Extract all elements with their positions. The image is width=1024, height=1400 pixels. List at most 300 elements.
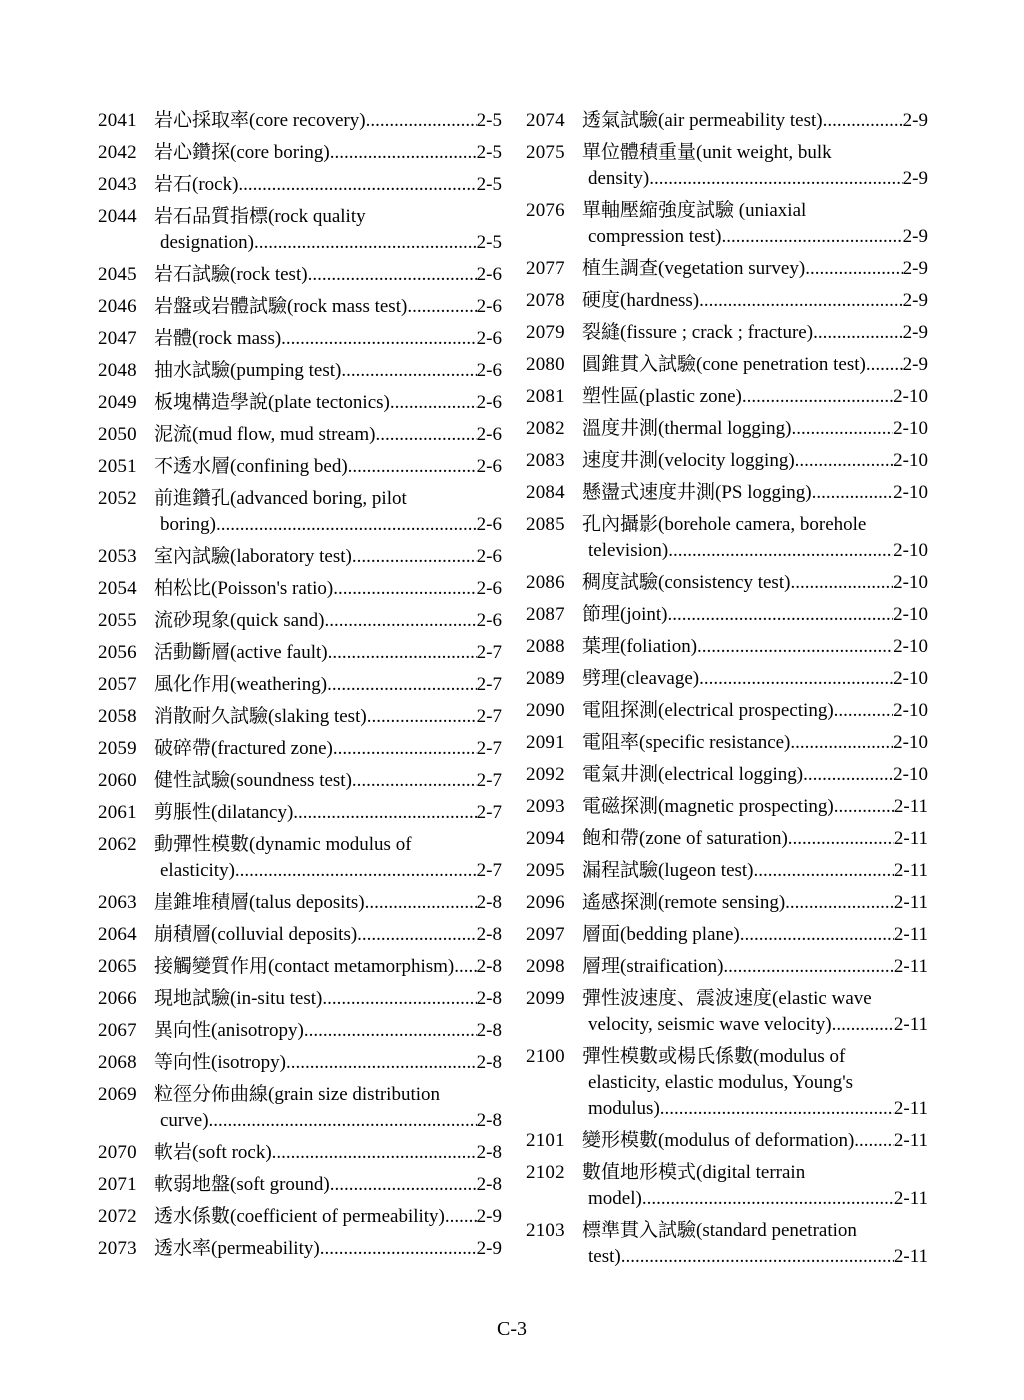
entry-body (154, 832, 502, 884)
entry-line (154, 986, 502, 1012)
entry-body (582, 1160, 928, 1212)
entry-body (582, 1218, 928, 1270)
entry-body (154, 1050, 502, 1076)
entry-page-ref: 2-11 (893, 860, 928, 881)
entry-page-ref: 2-6 (476, 456, 502, 477)
entry-body (154, 486, 502, 538)
entry-term: 消散耐久試驗(slaking test) (154, 706, 367, 727)
entry-number: 2048 (98, 360, 137, 381)
index-entry (98, 1236, 502, 1262)
entry-line (154, 108, 502, 134)
index-entry (526, 666, 928, 692)
entry-body (154, 140, 502, 166)
dot-leader (723, 954, 893, 980)
entry-line (154, 922, 502, 948)
entry-term: 岩石(rock) (154, 174, 239, 195)
dot-leader (254, 230, 477, 256)
entry-body (582, 108, 928, 134)
entry-body (582, 730, 928, 756)
entry-page-ref: 2-8 (476, 1020, 502, 1041)
entry-line (582, 140, 928, 166)
dot-leader (390, 390, 477, 416)
entry-page-ref: 2-9 (902, 258, 928, 279)
entry-term: elasticity) (160, 860, 235, 881)
entry-number: 2058 (98, 706, 137, 727)
entry-term: 遙感探測(remote sensing) (582, 892, 786, 913)
entry-number: 2099 (526, 988, 565, 1009)
dot-leader (293, 800, 476, 826)
entry-number: 2054 (98, 578, 137, 599)
index-entry (98, 672, 502, 698)
index-entry (98, 922, 502, 948)
entry-line (582, 1160, 928, 1186)
entry-term: 流砂現象(quick sand) (154, 610, 325, 631)
dot-leader (286, 1050, 477, 1076)
entry-number: 2100 (526, 1046, 565, 1067)
entry-page-ref: 2-5 (476, 174, 502, 195)
entry-term: elasticity, elastic modulus, Young's (588, 1072, 854, 1093)
entry-line (154, 704, 502, 730)
entry-term: 不透水層(confining bed) (154, 456, 348, 477)
dot-leader (805, 256, 902, 282)
entry-number: 2049 (98, 392, 137, 413)
entry-line (582, 166, 928, 192)
index-entry (98, 768, 502, 794)
entry-page-ref: 2-6 (476, 264, 502, 285)
index-entry (526, 1218, 928, 1270)
entry-line (154, 204, 502, 230)
dot-leader (854, 1128, 894, 1154)
dot-leader (330, 140, 477, 166)
entry-term: 數值地形模式(digital terrain (582, 1162, 806, 1183)
entry-body (154, 294, 502, 320)
entry-body (154, 704, 502, 730)
index-entry (98, 1140, 502, 1166)
entry-line (154, 890, 502, 916)
entry-number: 2079 (526, 322, 565, 343)
page-number: C-3 (497, 1318, 527, 1340)
entry-number: 2051 (98, 456, 137, 477)
index-entry (98, 544, 502, 570)
entry-term: 軟岩(soft rock) (154, 1142, 272, 1163)
entry-line (154, 858, 502, 884)
entry-term: 單位體積重量(unit weight, bulk (582, 142, 832, 163)
index-entry (98, 704, 502, 730)
index-entry (98, 800, 502, 826)
entry-number: 2075 (526, 142, 565, 163)
dot-leader (281, 326, 477, 352)
dot-leader (790, 730, 893, 756)
entry-term: 孔內攝影(borehole camera, borehole (582, 514, 867, 535)
entry-line (154, 390, 502, 416)
entry-number: 2061 (98, 802, 137, 823)
entry-number: 2101 (526, 1130, 565, 1151)
index-entry (526, 198, 928, 250)
entry-body (582, 198, 928, 250)
dot-leader (352, 544, 477, 570)
index-entry (98, 832, 502, 884)
entry-term: 破碎帶(fractured zone) (154, 738, 333, 759)
entry-number: 2053 (98, 546, 137, 567)
entry-body (154, 358, 502, 384)
entry-line (154, 954, 502, 980)
entry-line (582, 1218, 928, 1244)
index-entry (526, 480, 928, 506)
entry-number: 2078 (526, 290, 565, 311)
entry-body (154, 922, 502, 948)
dot-leader (407, 294, 476, 320)
entry-term: 板塊構造學說(plate tectonics) (154, 392, 390, 413)
entry-line (154, 544, 502, 570)
index-entry (98, 326, 502, 352)
entry-page-ref: 2-9 (902, 110, 928, 131)
entry-page-ref: 2-11 (893, 1014, 928, 1035)
index-entry (98, 294, 502, 320)
entry-number: 2086 (526, 572, 565, 593)
entry-line (582, 922, 928, 948)
entry-line (154, 358, 502, 384)
entry-number: 2071 (98, 1174, 137, 1195)
entry-body (154, 108, 502, 134)
entry-body (154, 390, 502, 416)
entry-body (154, 800, 502, 826)
dot-leader (327, 672, 477, 698)
entry-line (154, 294, 502, 320)
entry-number: 2094 (526, 828, 565, 849)
entry-page-ref: 2-11 (893, 956, 928, 977)
entry-page-ref: 2-8 (476, 924, 502, 945)
entry-line (582, 602, 928, 628)
entry-number: 2084 (526, 482, 565, 503)
index-entry (98, 954, 502, 980)
dot-leader (304, 1018, 477, 1044)
entry-number: 2085 (526, 514, 565, 535)
index-entry (526, 890, 928, 916)
entry-line (154, 1082, 502, 1108)
entry-line (154, 576, 502, 602)
entry-body (154, 672, 502, 698)
index-entry (526, 762, 928, 788)
entry-term: 電氣井測(electrical logging) (582, 764, 804, 785)
entry-line (154, 486, 502, 512)
entry-page-ref: 2-8 (476, 956, 502, 977)
entry-body (582, 352, 928, 378)
entry-page-ref: 2-5 (476, 142, 502, 163)
entry-line (582, 730, 928, 756)
index-entry (98, 390, 502, 416)
entry-page-ref: 2-7 (476, 642, 502, 663)
entry-number: 2074 (526, 110, 565, 131)
entry-page-ref: 2-11 (893, 1130, 928, 1151)
entry-term: 岩盤或岩體試驗(rock mass test) (154, 296, 408, 317)
entry-term: velocity, seismic wave velocity) (588, 1014, 832, 1035)
entry-term: 裂縫(fissure ; crack ; fracture) (582, 322, 814, 343)
entry-term: 風化作用(weathering) (154, 674, 328, 695)
dot-leader (790, 570, 893, 596)
entry-term: 硬度(hardness) (582, 290, 700, 311)
entry-number: 2103 (526, 1220, 565, 1241)
entry-page-ref: 2-11 (893, 1098, 928, 1119)
entry-line (582, 1186, 928, 1212)
entry-page-ref: 2-10 (893, 732, 928, 753)
entry-page-ref: 2-7 (476, 706, 502, 727)
entry-body (582, 762, 928, 788)
index-entry (526, 140, 928, 192)
dot-leader (649, 166, 902, 192)
entry-line (154, 140, 502, 166)
index-entry (98, 736, 502, 762)
entry-line (582, 448, 928, 474)
entry-term: 節理(joint) (582, 604, 668, 625)
entry-term: 岩心採取率(core recovery) (154, 110, 366, 131)
entry-body (582, 826, 928, 852)
entry-page-ref: 2-5 (476, 232, 502, 253)
entry-page-ref: 2-9 (902, 226, 928, 247)
dot-leader (330, 1172, 477, 1198)
entry-body (582, 890, 928, 916)
entry-line (582, 1012, 928, 1038)
entry-line (154, 608, 502, 634)
entry-body (582, 256, 928, 282)
entry-body (154, 736, 502, 762)
entry-term: television) (588, 540, 669, 561)
entry-term: 崖錐堆積層(talus deposits) (154, 892, 365, 913)
entry-body (582, 140, 928, 192)
index-entry (526, 1044, 928, 1122)
entry-body (154, 986, 502, 1012)
entry-term: 室內試驗(laboratory test) (154, 546, 352, 567)
entry-term: density) (588, 168, 650, 189)
entry-line (154, 454, 502, 480)
index-entry (98, 1172, 502, 1198)
entry-page-ref: 2-6 (476, 392, 502, 413)
entry-number: 2080 (526, 354, 565, 375)
entry-number: 2090 (526, 700, 565, 721)
entry-page-ref: 2-10 (893, 764, 928, 785)
index-entry (98, 172, 502, 198)
entry-page-ref: 2-6 (476, 328, 502, 349)
index-entry (526, 954, 928, 980)
index-entry (526, 570, 928, 596)
entry-term: 活動斷層(active fault) (154, 642, 328, 663)
entry-number: 2069 (98, 1084, 137, 1105)
index-entry (526, 416, 928, 442)
index-entry (98, 640, 502, 666)
entry-page-ref: 2-7 (476, 738, 502, 759)
entry-number: 2077 (526, 258, 565, 279)
entry-number: 2055 (98, 610, 137, 631)
entry-term: 崩積層(colluvial deposits) (154, 924, 358, 945)
dot-leader (834, 698, 894, 724)
dot-leader (322, 986, 476, 1012)
entry-page-ref: 2-8 (476, 1110, 502, 1131)
entry-page-ref: 2-9 (476, 1238, 502, 1259)
entry-page-ref: 2-11 (893, 828, 928, 849)
entry-number: 2060 (98, 770, 137, 791)
entry-line (582, 890, 928, 916)
entry-line (582, 698, 928, 724)
index-entry (526, 384, 928, 410)
entry-body (154, 204, 502, 256)
dot-leader (803, 762, 893, 788)
entry-term: modulus) (588, 1098, 660, 1119)
entry-number: 2063 (98, 892, 137, 913)
entry-body (154, 608, 502, 634)
dot-leader (832, 1012, 894, 1038)
dot-leader (445, 1204, 477, 1230)
entry-body (154, 640, 502, 666)
entry-body (582, 634, 928, 660)
entry-line (582, 762, 928, 788)
dot-leader (365, 890, 477, 916)
index-entry (526, 256, 928, 282)
dot-leader (238, 172, 476, 198)
entry-page-ref: 2-10 (893, 668, 928, 689)
entry-line (582, 198, 928, 224)
entry-term: 速度井測(velocity logging) (582, 450, 795, 471)
dot-leader (357, 922, 477, 948)
entry-number: 2052 (98, 488, 137, 509)
dot-leader (209, 1108, 477, 1134)
entry-number: 2072 (98, 1206, 137, 1227)
entry-page-ref: 2-6 (476, 360, 502, 381)
entry-term: curve) (160, 1110, 209, 1131)
entry-term: 抽水試驗(pumping test) (154, 360, 342, 381)
entry-line (154, 326, 502, 352)
entry-number: 2097 (526, 924, 565, 945)
entry-line (582, 320, 928, 346)
dot-leader (333, 736, 477, 762)
entry-term: 單軸壓縮強度試驗 (uniaxial (582, 200, 807, 221)
entry-page-ref: 2-9 (902, 354, 928, 375)
entry-number: 2067 (98, 1020, 137, 1041)
entry-line (582, 570, 928, 596)
entry-term: 彈性模數或楊氏係數(modulus of (582, 1046, 846, 1067)
dot-leader (272, 1140, 477, 1166)
dot-leader (792, 416, 894, 442)
entry-body (154, 890, 502, 916)
entry-term: 柏松比(Poisson's ratio) (154, 578, 334, 599)
entry-line (582, 1044, 928, 1070)
entry-page-ref: 2-11 (893, 924, 928, 945)
entry-term: 電磁探測(magnetic prospecting) (582, 796, 834, 817)
index-entry (98, 140, 502, 166)
entry-line (582, 224, 928, 250)
entry-term: 飽和帶(zone of saturation) (582, 828, 788, 849)
entry-number: 2102 (526, 1162, 565, 1183)
index-entry (526, 602, 928, 628)
index-entry (526, 320, 928, 346)
entry-number: 2096 (526, 892, 565, 913)
index-entry (98, 1050, 502, 1076)
dot-leader (308, 262, 477, 288)
dot-leader (742, 384, 893, 410)
entry-term: 現地試驗(in-situ test) (154, 988, 323, 1009)
index-entry (526, 1128, 928, 1154)
entry-line (154, 640, 502, 666)
dot-leader (320, 1236, 477, 1262)
entry-line (154, 1108, 502, 1134)
entry-term: 變形模數(modulus of deformation) (582, 1130, 855, 1151)
entry-term: 透氣試驗(air permeability test) (582, 110, 823, 131)
entry-page-ref: 2-6 (476, 514, 502, 535)
entry-line (154, 262, 502, 288)
entry-page-ref: 2-9 (902, 168, 928, 189)
entry-line (582, 1244, 928, 1270)
entry-term: 圓錐貫入試驗(cone penetration test) (582, 354, 866, 375)
index-entry (98, 358, 502, 384)
entry-term: 岩體(rock mass) (154, 328, 282, 349)
entry-body (154, 454, 502, 480)
entry-line (154, 1140, 502, 1166)
entry-page-ref: 2-9 (902, 322, 928, 343)
entry-line (154, 800, 502, 826)
entry-page-ref: 2-7 (476, 770, 502, 791)
entry-body (154, 262, 502, 288)
entry-page-ref: 2-6 (476, 578, 502, 599)
entry-body (582, 794, 928, 820)
entry-body (582, 922, 928, 948)
dot-leader (366, 108, 477, 134)
entry-term: 劈理(cleavage) (582, 668, 700, 689)
entry-term: 稠度試驗(consistency test) (582, 572, 791, 593)
entry-number: 2056 (98, 642, 137, 663)
entry-term: 標準貫入試驗(standard penetration (582, 1220, 857, 1241)
index-entry (98, 454, 502, 480)
entry-page-ref: 2-10 (893, 540, 928, 561)
entry-body (582, 512, 928, 564)
entry-term: 彈性波速度、震波速度(elastic wave (582, 988, 872, 1009)
index-entry (98, 262, 502, 288)
index-entry (98, 890, 502, 916)
dot-leader (328, 640, 477, 666)
entry-page-ref: 2-10 (893, 700, 928, 721)
entry-term: 透水係數(coefficient of permeability) (154, 1206, 445, 1227)
entry-number: 2045 (98, 264, 137, 285)
entry-line (154, 172, 502, 198)
entry-term: 電阻探測(electrical prospecting) (582, 700, 834, 721)
dot-leader (375, 422, 476, 448)
entry-line (582, 108, 928, 134)
entry-body (582, 858, 928, 884)
entry-line (582, 538, 928, 564)
entry-body (154, 954, 502, 980)
dot-leader (352, 768, 477, 794)
entry-page-ref: 2-10 (893, 482, 928, 503)
entry-number: 2059 (98, 738, 137, 759)
dot-leader (754, 858, 894, 884)
entry-page-ref: 2-10 (893, 572, 928, 593)
entry-number: 2073 (98, 1238, 137, 1259)
dot-leader (834, 794, 894, 820)
entry-number: 2082 (526, 418, 565, 439)
dot-leader (813, 320, 903, 346)
dot-leader (324, 608, 476, 634)
entry-body (154, 1204, 502, 1230)
index-entry (526, 922, 928, 948)
dot-leader (699, 666, 893, 692)
entry-line (582, 1096, 928, 1122)
entry-page-ref: 2-8 (476, 988, 502, 1009)
entry-page-ref: 2-10 (893, 450, 928, 471)
dot-leader (235, 858, 477, 884)
entry-number: 2088 (526, 636, 565, 657)
index-entry (526, 986, 928, 1038)
entry-page-ref: 2-7 (476, 860, 502, 881)
entry-body (154, 422, 502, 448)
entry-term: 植生調查(vegetation survey) (582, 258, 806, 279)
entry-number: 2092 (526, 764, 565, 785)
